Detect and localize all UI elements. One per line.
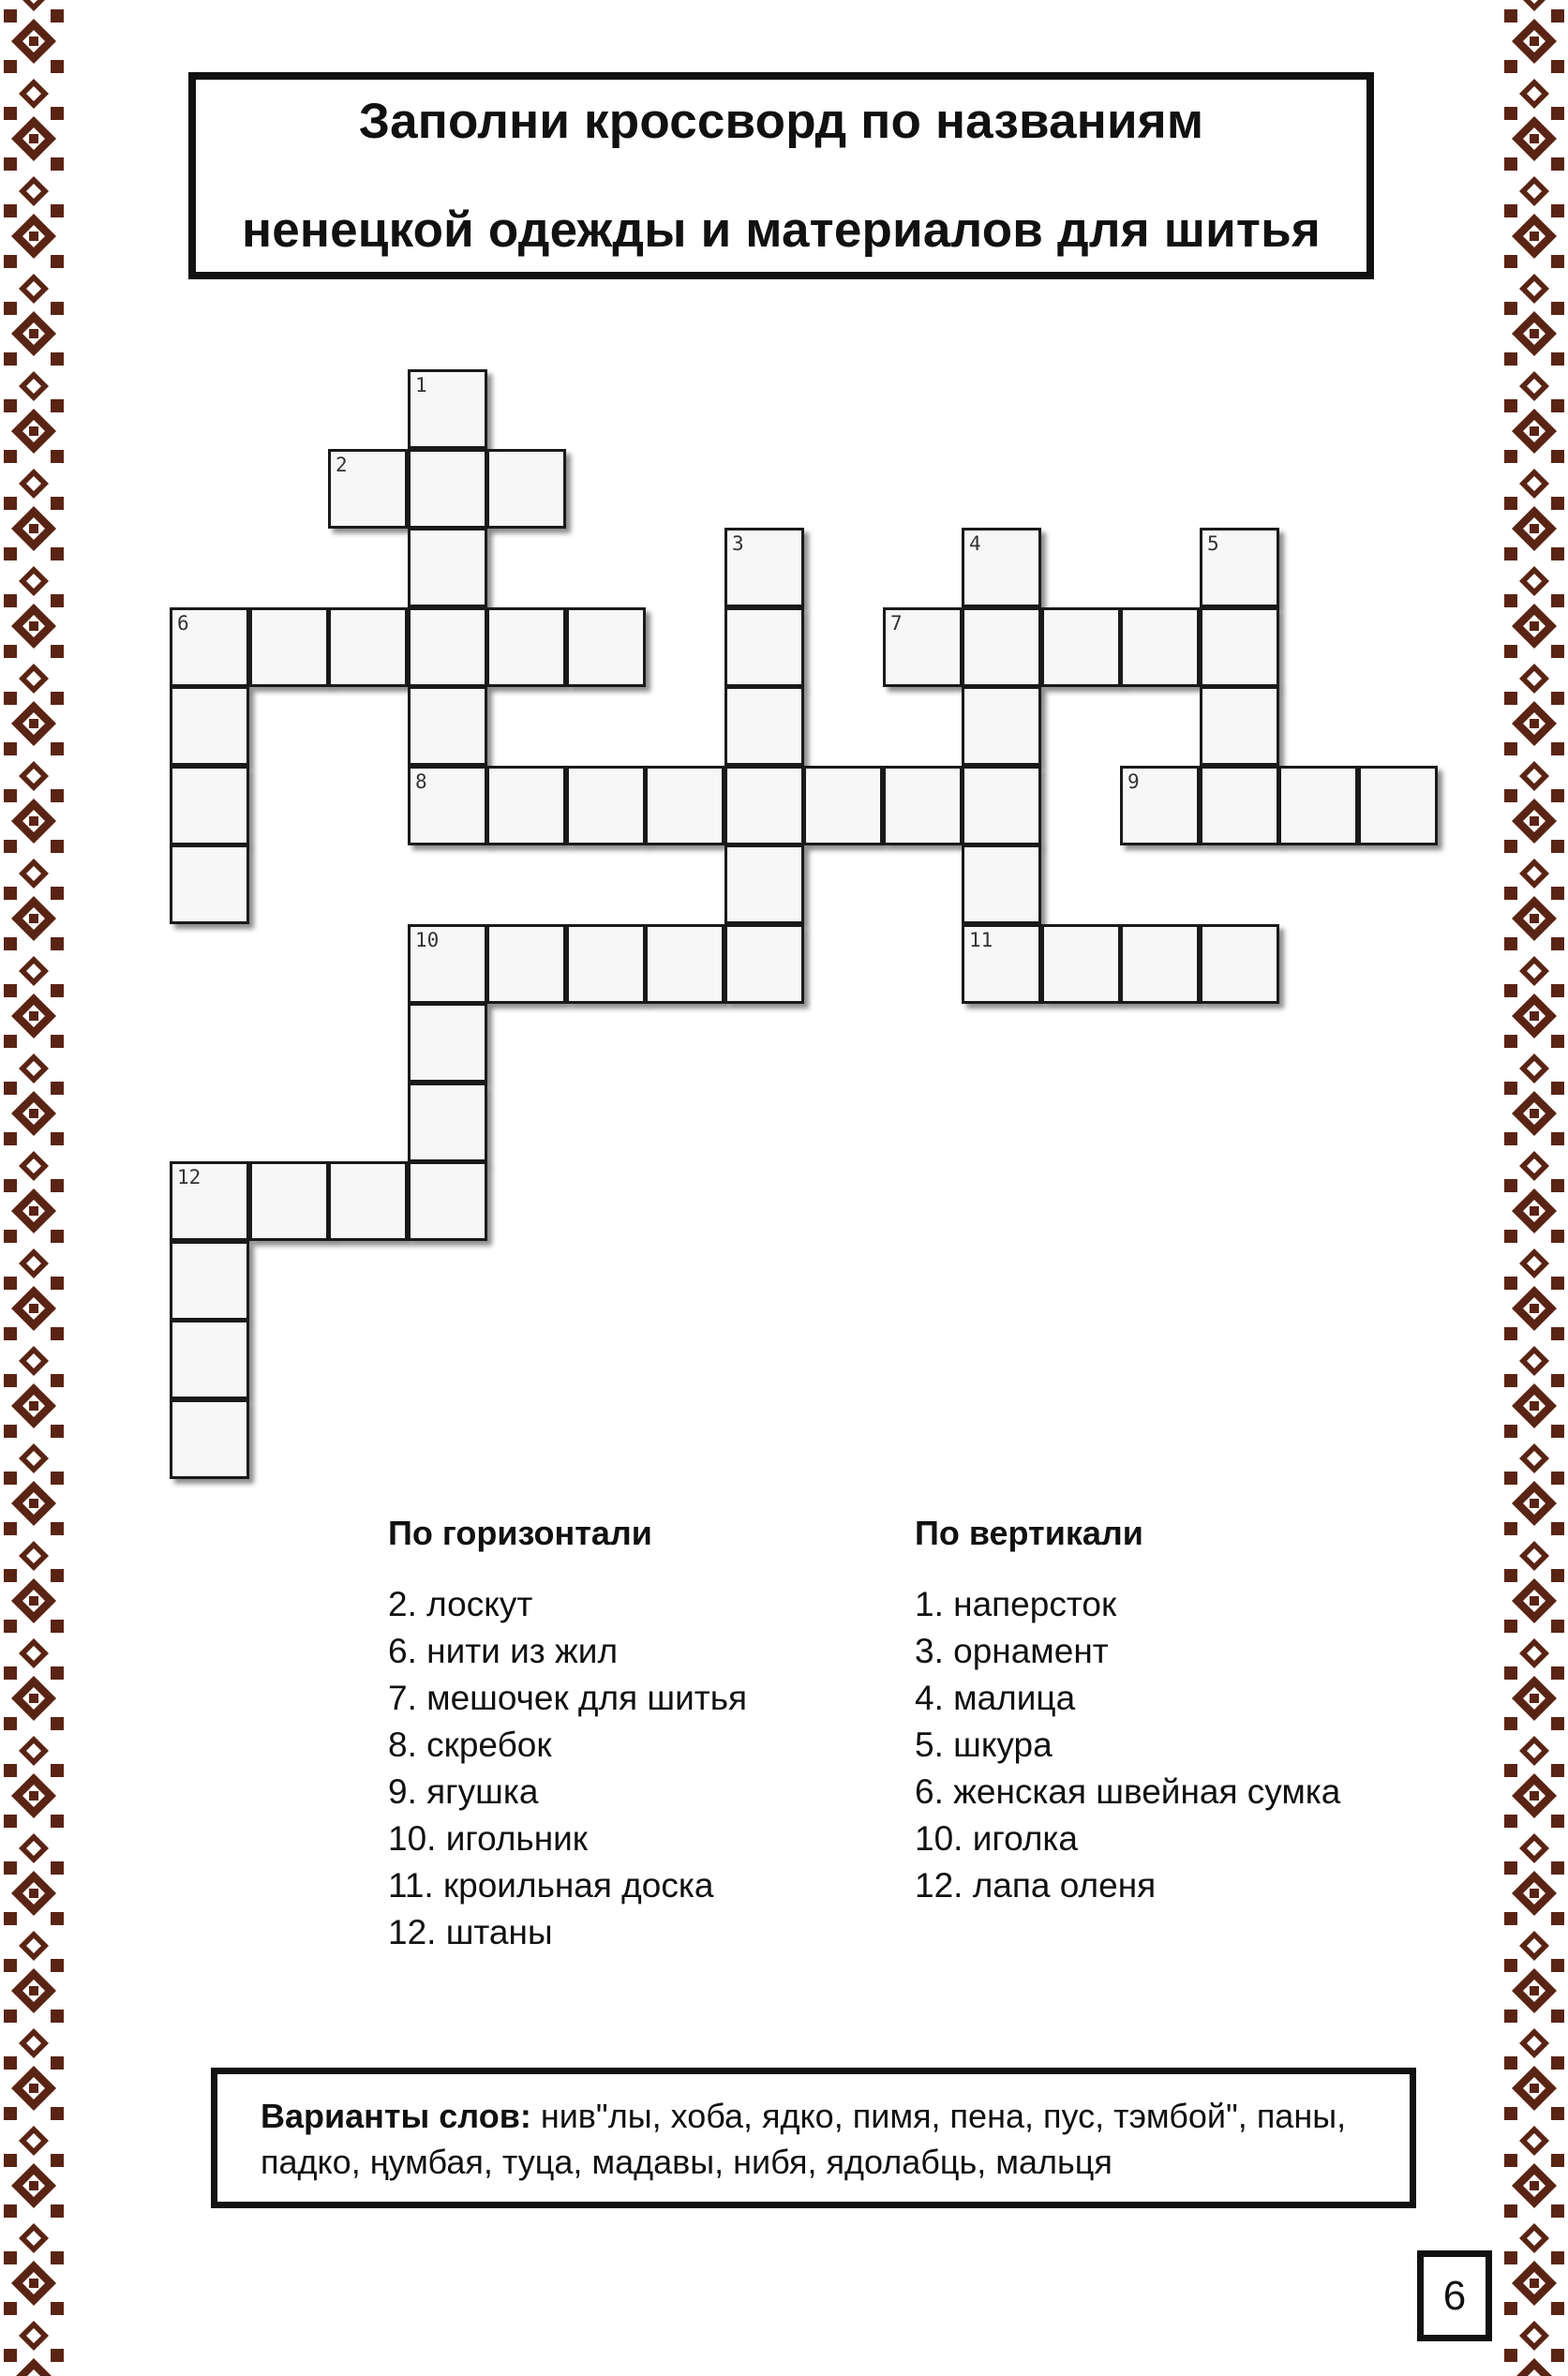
clue-across-item: 7. мешочек для шитья	[388, 1679, 748, 1717]
clue-across-item: 11. кроильная доска	[388, 1866, 714, 1905]
cell-number: 10	[415, 929, 440, 951]
crossword-cell[interactable]	[486, 607, 566, 687]
crossword-cell[interactable]	[408, 686, 487, 766]
crossword-cell[interactable]	[724, 528, 804, 607]
crossword-cell[interactable]	[724, 924, 804, 1004]
word-variants-box	[211, 2068, 1416, 2208]
clues-across	[388, 1514, 747, 1956]
cell-number: 8	[415, 770, 427, 793]
crossword-cell[interactable]	[962, 686, 1041, 766]
crossword-cell[interactable]	[1200, 766, 1279, 845]
clues-down	[915, 1514, 1340, 1909]
crossword-cell[interactable]	[724, 686, 804, 766]
crossword-cell[interactable]	[883, 766, 963, 845]
crossword-cell[interactable]	[408, 1083, 487, 1162]
crossword-cell[interactable]	[170, 766, 249, 845]
crossword-cell[interactable]	[408, 607, 487, 687]
crossword-cell[interactable]	[962, 924, 1041, 1004]
crossword-cell[interactable]	[566, 607, 646, 687]
clue-across-item: 12. штаны	[388, 1913, 553, 1951]
cell-number: 1	[415, 374, 427, 396]
crossword-cell[interactable]	[962, 844, 1041, 924]
title-line-2: ненецкой одежды и материалов для шитья	[242, 202, 1321, 258]
crossword-cell[interactable]	[170, 1399, 249, 1479]
clue-across-item: 8. скребок	[388, 1726, 552, 1764]
crossword-cell[interactable]	[170, 1241, 249, 1321]
crossword-cell[interactable]	[408, 766, 487, 845]
clue-across-item: 6. нити из жил	[388, 1632, 619, 1670]
crossword-cell[interactable]	[170, 1161, 249, 1241]
crossword-cell[interactable]	[1200, 528, 1279, 607]
crossword-cell[interactable]	[1041, 607, 1121, 687]
crossword-cell[interactable]	[724, 844, 804, 924]
crossword-cell[interactable]	[1358, 766, 1438, 845]
crossword-cell[interactable]	[883, 607, 963, 687]
clue-down-item: 10. иголка	[915, 1819, 1078, 1858]
crossword-cell[interactable]	[408, 924, 487, 1004]
crossword-cell[interactable]	[803, 766, 883, 845]
crossword-cell[interactable]	[724, 766, 804, 845]
crossword-cell[interactable]	[249, 1161, 329, 1241]
crossword-cell[interactable]	[328, 1161, 408, 1241]
title-line-1: Заполни кроссворд по названиям	[358, 93, 1204, 149]
crossword-cell[interactable]	[1278, 766, 1358, 845]
cell-number: 4	[969, 532, 981, 555]
word-variants-line-1: нив"лы, хоба, ядко, пимя, пена, пус, тэмбой", паны,	[530, 2097, 1347, 2135]
crossword-cell[interactable]	[1200, 686, 1279, 766]
crossword-cell[interactable]	[1120, 924, 1200, 1004]
crossword-cell[interactable]	[486, 766, 566, 845]
crossword-cell[interactable]	[724, 607, 804, 687]
page-number: 6	[1417, 2250, 1492, 2341]
crossword-cell[interactable]	[328, 449, 408, 529]
clue-down-item: 5. шкура	[915, 1726, 1053, 1764]
crossword-cell[interactable]	[249, 607, 329, 687]
clue-down-item: 12. лапа оленя	[915, 1866, 1157, 1905]
crossword-cell[interactable]	[408, 1161, 487, 1241]
crossword-cell[interactable]	[566, 766, 646, 845]
crossword-cell[interactable]	[170, 844, 249, 924]
crossword-cell[interactable]	[486, 924, 566, 1004]
crossword-cell[interactable]	[408, 1003, 487, 1083]
cell-number: 7	[890, 612, 903, 635]
crossword-cell[interactable]	[170, 686, 249, 766]
crossword-cell[interactable]	[170, 1320, 249, 1399]
crossword-cell[interactable]	[645, 924, 724, 1004]
cell-number: 11	[969, 929, 993, 951]
cell-number: 6	[177, 612, 189, 635]
word-variants-label: Варианты слов:	[261, 2097, 531, 2135]
crossword-cell[interactable]	[1120, 766, 1200, 845]
crossword-cell[interactable]	[170, 607, 249, 687]
crossword-cell[interactable]	[962, 766, 1041, 845]
clue-across-item: 10. игольник	[388, 1819, 588, 1858]
cell-number: 12	[177, 1166, 202, 1188]
crossword-cell[interactable]	[1041, 924, 1121, 1004]
cell-number: 9	[1127, 770, 1140, 793]
clue-down-item: 4. малица	[915, 1679, 1076, 1717]
crossword-cell[interactable]	[408, 528, 487, 607]
clues-across-title: По горизонтали	[388, 1514, 652, 1552]
crossword-cell[interactable]	[1200, 924, 1279, 1004]
clue-down-item: 6. женская швейная сумка	[915, 1772, 1341, 1811]
crossword-cell[interactable]	[962, 528, 1041, 607]
clue-across-item: 9. ягушка	[388, 1772, 539, 1811]
crossword-cell[interactable]	[1200, 607, 1279, 687]
crossword-cell[interactable]	[408, 369, 487, 449]
cell-number: 3	[732, 532, 744, 555]
crossword-cell[interactable]	[645, 766, 724, 845]
cell-number: 5	[1207, 532, 1219, 555]
crossword-cell[interactable]	[566, 924, 646, 1004]
cell-number: 2	[336, 454, 348, 476]
clue-across-item: 2. лоскут	[388, 1585, 533, 1623]
crossword-cell[interactable]	[962, 607, 1041, 687]
clues-down-title: По вертикали	[915, 1514, 1143, 1552]
clue-down-item: 3. орнамент	[915, 1632, 1109, 1670]
crossword-cell[interactable]	[1120, 607, 1200, 687]
word-variants-line-2: падко, ңумбая, туца, мадавы, нибя, ядолабць, мальця	[261, 2143, 1113, 2181]
crossword-cell[interactable]	[486, 449, 566, 529]
clue-down-item: 1. наперсток	[915, 1585, 1117, 1623]
crossword-cell[interactable]	[328, 607, 408, 687]
crossword-cell[interactable]	[408, 449, 487, 529]
